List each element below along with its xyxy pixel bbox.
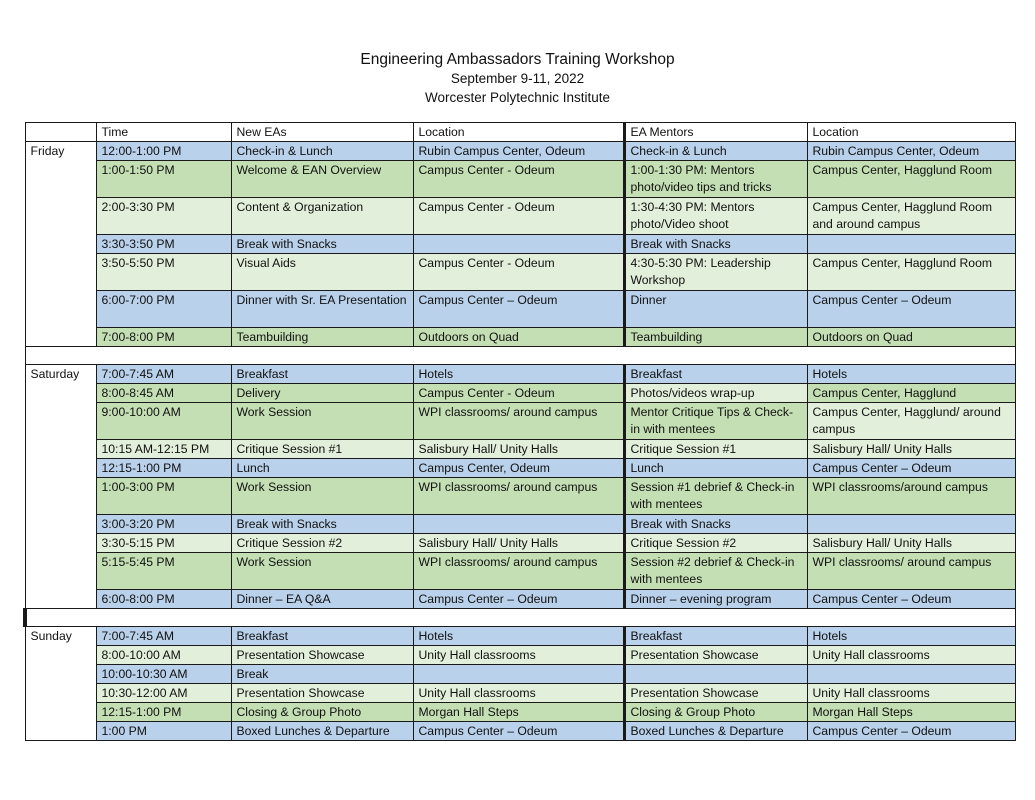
ea-location-cell: Salisbury Hall/ Unity Halls	[413, 534, 624, 553]
mentor-activity-cell: Breakfast	[624, 627, 807, 646]
mentor-location-cell: Salisbury Hall/ Unity Halls	[807, 534, 1015, 553]
table-row	[25, 328, 1015, 347]
ea-location-cell: Campus Center – Odeum	[413, 590, 624, 609]
table-row	[25, 254, 1015, 291]
mentor-location-cell	[807, 515, 1015, 534]
ea-activity-cell: Critique Session #2	[231, 534, 413, 553]
time-cell: 6:00-7:00 PM	[96, 291, 231, 328]
mentor-activity-cell: Mentor Critique Tips & Check-in with mentees	[624, 403, 807, 440]
ea-location-cell: Campus Center – Odeum	[413, 291, 624, 328]
table-row	[25, 534, 1015, 553]
time-cell: 12:15-1:00 PM	[96, 703, 231, 722]
table-row	[25, 365, 1015, 384]
ea-location-cell: Campus Center - Odeum	[413, 198, 624, 235]
time-cell: 3:50-5:50 PM	[96, 254, 231, 291]
ea-location-cell: Campus Center - Odeum	[413, 161, 624, 198]
table-row	[25, 198, 1015, 235]
mentor-location-cell: Campus Center, Hagglund Room and around campus	[807, 198, 1015, 235]
header-row	[25, 123, 1015, 142]
ea-location-cell: Unity Hall classrooms	[413, 684, 624, 703]
mentor-location-cell: Campus Center – Odeum	[807, 291, 1015, 328]
day-label-saturday: Saturday	[25, 365, 96, 609]
mentor-activity-cell: Critique Session #2	[624, 534, 807, 553]
table-row	[25, 459, 1015, 478]
table-row	[25, 142, 1015, 161]
mentor-location-cell: Rubin Campus Center, Odeum	[807, 142, 1015, 161]
ea-activity-cell: Breakfast	[231, 627, 413, 646]
table-row	[25, 515, 1015, 534]
table-row	[25, 161, 1015, 198]
ea-activity-cell: Presentation Showcase	[231, 646, 413, 665]
mentor-activity-cell: Breakfast	[624, 365, 807, 384]
mentor-location-cell	[807, 665, 1015, 684]
mentor-location-cell: Campus Center, Hagglund	[807, 384, 1015, 403]
time-cell: 5:15-5:45 PM	[96, 553, 231, 590]
ea-activity-cell: Work Session	[231, 553, 413, 590]
mentor-activity-cell: Break with Snacks	[624, 235, 807, 254]
table-row	[25, 665, 1015, 684]
mentor-activity-cell: 4:30-5:30 PM: Leadership Workshop	[624, 254, 807, 291]
ea-location-cell: Morgan Hall Steps	[413, 703, 624, 722]
ea-location-cell: Hotels	[413, 365, 624, 384]
mentor-location-cell: Outdoors on Quad	[807, 328, 1015, 347]
ea-location-cell: Outdoors on Quad	[413, 328, 624, 347]
mentor-location-cell: Campus Center – Odeum	[807, 590, 1015, 609]
mentor-location-cell: Salisbury Hall/ Unity Halls	[807, 440, 1015, 459]
ea-activity-cell: Work Session	[231, 403, 413, 440]
document-venue: Worcester Polytechnic Institute	[424, 90, 611, 105]
time-cell: 1:00-1:50 PM	[96, 161, 231, 198]
ea-activity-cell: Teambuilding	[231, 328, 413, 347]
mentor-location-cell: Hotels	[807, 627, 1015, 646]
ea-activity-cell: Delivery	[231, 384, 413, 403]
ea-activity-cell: Work Session	[231, 478, 413, 515]
mentor-location-cell: Campus Center, Hagglund Room	[807, 254, 1015, 291]
mentor-location-cell: Campus Center, Hagglund Room	[807, 161, 1015, 198]
ea-activity-cell: Check-in & Lunch	[231, 142, 413, 161]
ea-activity-cell: Boxed Lunches & Departure	[231, 722, 413, 741]
ea-location-cell: Campus Center - Odeum	[413, 254, 624, 291]
mentor-location-cell: Hotels	[807, 365, 1015, 384]
time-cell: 12:00-1:00 PM	[96, 142, 231, 161]
mentor-location-cell: Unity Hall classrooms	[807, 684, 1015, 703]
time-cell: 7:00-7:45 AM	[96, 627, 231, 646]
ea-activity-cell: Content & Organization	[231, 198, 413, 235]
mentor-activity-cell: Check-in & Lunch	[624, 142, 807, 161]
schedule-table	[23, 122, 1016, 741]
ea-location-cell: Campus Center – Odeum	[413, 722, 624, 741]
table-row	[25, 440, 1015, 459]
mentor-activity-cell: Critique Session #1	[624, 440, 807, 459]
time-cell: 1:00-3:00 PM	[96, 478, 231, 515]
ea-activity-cell: Visual Aids	[231, 254, 413, 291]
ea-activity-cell: Presentation Showcase	[231, 684, 413, 703]
mentor-activity-cell: Closing & Group Photo	[624, 703, 807, 722]
mentor-location-cell: Morgan Hall Steps	[807, 703, 1015, 722]
mentor-location-cell: Unity Hall classrooms	[807, 646, 1015, 665]
header-location: Location	[413, 123, 624, 142]
ea-location-cell	[413, 515, 624, 534]
ea-location-cell: WPI classrooms/ around campus	[413, 403, 624, 440]
table-row	[25, 235, 1015, 254]
mentor-activity-cell: Teambuilding	[624, 328, 807, 347]
ea-location-cell: WPI classrooms/ around campus	[413, 553, 624, 590]
ea-activity-cell: Break with Snacks	[231, 515, 413, 534]
mentor-activity-cell: Break with Snacks	[624, 515, 807, 534]
header-day	[25, 123, 96, 142]
time-cell: 7:00-8:00 PM	[96, 328, 231, 347]
document-dates: September 9-11, 2022	[450, 71, 585, 86]
mentor-location-cell: Campus Center – Odeum	[807, 459, 1015, 478]
table-row	[25, 684, 1015, 703]
ea-activity-cell: Dinner – EA Q&A	[231, 590, 413, 609]
header-new-eas: New EAs	[231, 123, 413, 142]
time-cell: 10:30-12:00 AM	[96, 684, 231, 703]
time-cell: 9:00-10:00 AM	[96, 403, 231, 440]
table-row	[25, 403, 1015, 440]
header-time: Time	[96, 123, 231, 142]
mentor-location-cell: WPI classrooms/ around campus	[807, 553, 1015, 590]
ea-activity-cell: Dinner with Sr. EA Presentation	[231, 291, 413, 328]
table-row	[25, 627, 1015, 646]
mentor-activity-cell: Lunch	[624, 459, 807, 478]
table-row	[25, 553, 1015, 590]
ea-location-cell: Unity Hall classrooms	[413, 646, 624, 665]
mentor-location-cell: WPI classrooms/around campus	[807, 478, 1015, 515]
ea-activity-cell: Welcome & EAN Overview	[231, 161, 413, 198]
time-cell: 12:15-1:00 PM	[96, 459, 231, 478]
ea-activity-cell: Lunch	[231, 459, 413, 478]
table-row	[25, 590, 1015, 609]
time-cell: 6:00-8:00 PM	[96, 590, 231, 609]
day-label-friday: Friday	[25, 142, 96, 347]
mentor-activity-cell: 1:00-1:30 PM: Mentors photo/video tips and tricks	[624, 161, 807, 198]
mentor-location-cell: Campus Center – Odeum	[807, 722, 1015, 741]
time-cell: 2:00-3:30 PM	[96, 198, 231, 235]
time-cell: 3:00-3:20 PM	[96, 515, 231, 534]
time-cell: 10:15 AM-12:15 PM	[96, 440, 231, 459]
ea-location-cell: Salisbury Hall/ Unity Halls	[413, 440, 624, 459]
document-header	[0, 50, 1035, 107]
table-row	[25, 703, 1015, 722]
ea-location-cell: Hotels	[413, 627, 624, 646]
ea-activity-cell: Break with Snacks	[231, 235, 413, 254]
day-label-sunday: Sunday	[25, 627, 96, 741]
ea-activity-cell: Breakfast	[231, 365, 413, 384]
mentor-activity-cell: Photos/videos wrap-up	[624, 384, 807, 403]
mentor-activity-cell: Presentation Showcase	[624, 684, 807, 703]
ea-location-cell: Campus Center - Odeum	[413, 384, 624, 403]
ea-location-cell	[413, 235, 624, 254]
mentor-activity-cell: Dinner	[624, 291, 807, 328]
mentor-activity-cell: Dinner – evening program	[624, 590, 807, 609]
time-cell: 8:00-10:00 AM	[96, 646, 231, 665]
time-cell: 10:00-10:30 AM	[96, 665, 231, 684]
ea-location-cell: Campus Center, Odeum	[413, 459, 624, 478]
document-title: Engineering Ambassadors Training Workshop	[360, 51, 675, 68]
mentor-activity-cell: 1:30-4:30 PM: Mentors photo/Video shoot	[624, 198, 807, 235]
mentor-activity-cell: Boxed Lunches & Departure	[624, 722, 807, 741]
time-cell: 1:00 PM	[96, 722, 231, 741]
mentor-activity-cell: Session #1 debrief & Check-in with mentees	[624, 478, 807, 515]
table-row	[25, 291, 1015, 328]
ea-activity-cell: Closing & Group Photo	[231, 703, 413, 722]
ea-location-cell	[413, 665, 624, 684]
time-cell: 3:30-3:50 PM	[96, 235, 231, 254]
time-cell: 8:00-8:45 AM	[96, 384, 231, 403]
time-cell: 7:00-7:45 AM	[96, 365, 231, 384]
spacer-cell	[25, 347, 1015, 365]
table-row	[25, 722, 1015, 741]
ea-activity-cell: Critique Session #1	[231, 440, 413, 459]
table-row	[25, 384, 1015, 403]
mentor-location-cell	[807, 235, 1015, 254]
spacer-cell	[25, 609, 1015, 627]
ea-location-cell: WPI classrooms/ around campus	[413, 478, 624, 515]
spacer-row	[25, 347, 1015, 365]
header-ea-mentors: EA Mentors	[624, 123, 807, 142]
time-cell: 3:30-5:15 PM	[96, 534, 231, 553]
mentor-activity-cell: Presentation Showcase	[624, 646, 807, 665]
table-row	[25, 478, 1015, 515]
mentor-activity-cell: Session #2 debrief & Check-in with mentees	[624, 553, 807, 590]
mentor-location-cell: Campus Center, Hagglund/ around campus	[807, 403, 1015, 440]
spacer-row	[25, 609, 1015, 627]
ea-location-cell: Rubin Campus Center, Odeum	[413, 142, 624, 161]
header-mentor-location: Location	[807, 123, 1015, 142]
table-row	[25, 646, 1015, 665]
ea-activity-cell: Break	[231, 665, 413, 684]
mentor-activity-cell	[624, 665, 807, 684]
